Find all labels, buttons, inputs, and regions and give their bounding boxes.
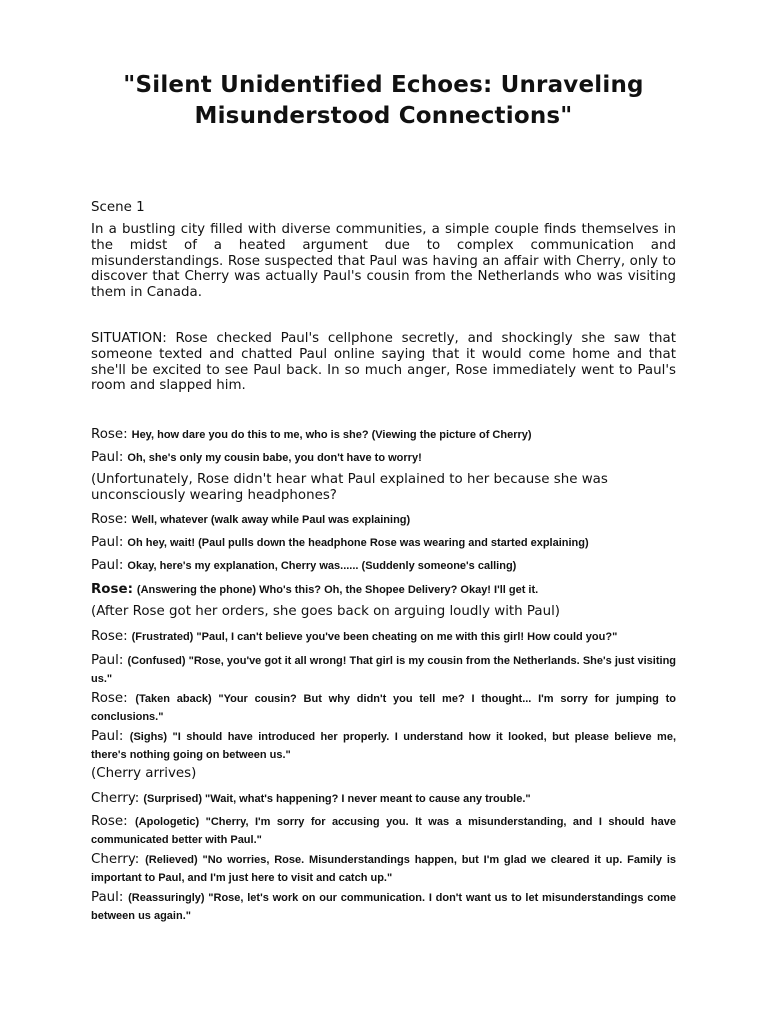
dialogue-text: (Frustrated) "Paul, I can't believe you've been cheating on me with this girl! How could you?" bbox=[131, 631, 618, 643]
dialogue-line bbox=[91, 557, 676, 575]
dialogue-text: Oh hey, wait! (Paul pulls down the headphone Rose was wearing and started explaining) bbox=[127, 537, 589, 549]
dialogue-text: (Sighs) "I should have introduced her properly. I understand how it looked, but please believe me, there's nothing going on between us." bbox=[91, 731, 676, 761]
dialogue-line bbox=[91, 511, 676, 529]
dialogue-line bbox=[91, 728, 676, 763]
speaker-label: Cherry: bbox=[91, 852, 140, 867]
dialogue-text: Okay, here's my explanation, Cherry was...... (Suddenly someone's calling) bbox=[127, 560, 517, 572]
dialogue-text: (Surprised) "Wait, what's happening? I never meant to cause any trouble." bbox=[143, 793, 531, 805]
speaker-label: Rose: bbox=[91, 629, 128, 644]
dialogue-line bbox=[91, 652, 676, 687]
intro-paragraph: In a bustling city filled with diverse communities, a simple couple finds themselves in the midst of a heated argument due to complex communication and misunderstandings. Rose suspected that Paul was having an affair with Cherry, only to discover that Cherry was actually Paul's cousin from the Netherlands who was visiting them in Canada. bbox=[91, 222, 676, 301]
situation-paragraph: SITUATION: Rose checked Paul's cellphone secretly, and shockingly she saw that someone texted and chatted Paul online saying that it would come home and that she'll be excited to see Paul back. In so much anger, Rose immediately went to Paul's room and slapped him. bbox=[91, 331, 676, 394]
speaker-label: Paul: bbox=[91, 535, 124, 550]
dialogue-line bbox=[91, 534, 676, 552]
speaker-label: Rose: bbox=[91, 427, 128, 442]
speaker-label: Rose: bbox=[91, 582, 133, 597]
dialogue-line bbox=[91, 628, 676, 646]
dialogue-text: (Reassuringly) "Rose, let's work on our communication. I don't want us to let misunderstandings come between us again." bbox=[91, 892, 676, 922]
dialogue-text: (Answering the phone) Who's this? Oh, the Shopee Delivery? Okay! I'll get it. bbox=[136, 584, 539, 596]
dialogue-line bbox=[91, 790, 676, 808]
dialogue-text: (Relieved) "No worries, Rose. Misunderstandings happen, but I'm glad we cleared it up. Family is important to Paul, and I'm just here to visit and catch up." bbox=[91, 854, 676, 884]
speaker-label: Rose: bbox=[91, 691, 128, 706]
dialogue-line bbox=[91, 813, 676, 848]
dialogue-text: Well, whatever (walk away while Paul was explaining) bbox=[131, 514, 411, 526]
dialogue-text: Oh, she's only my cousin babe, you don't have to worry! bbox=[127, 452, 422, 464]
dialogue-line bbox=[91, 581, 676, 599]
stage-direction: (After Rose got her orders, she goes back on arguing loudly with Paul) bbox=[91, 604, 561, 619]
dialogue-line bbox=[91, 426, 676, 444]
dialogue-text: (Taken aback) "Your cousin? But why didn't you tell me? I thought... I'm sorry for jumping to conclusions." bbox=[91, 693, 676, 723]
stage-direction: (Cherry arrives) bbox=[91, 766, 197, 781]
scene-heading: Scene 1 bbox=[91, 200, 145, 215]
speaker-label: Paul: bbox=[91, 653, 124, 668]
speaker-label: Paul: bbox=[91, 729, 124, 744]
speaker-label: Cherry: bbox=[91, 791, 140, 806]
speaker-label: Paul: bbox=[91, 450, 124, 465]
stage-direction: (Unfortunately, Rose didn't hear what Paul explained to her because she was unconsciously wearing headphones? bbox=[91, 472, 608, 503]
dialogue-text: (Apologetic) "Cherry, I'm sorry for accusing you. It was a misunderstanding, and I should have communicated better with Paul." bbox=[91, 816, 676, 846]
dialogue-line bbox=[91, 449, 676, 467]
speaker-label: Rose: bbox=[91, 814, 128, 829]
dialogue-text: Hey, how dare you do this to me, who is she? (Viewing the picture of Cherry) bbox=[131, 429, 532, 441]
document-title: "Silent Unidentified Echoes: Unraveling Misunderstood Connections" bbox=[123, 72, 644, 129]
speaker-label: Rose: bbox=[91, 512, 128, 527]
dialogue-line bbox=[91, 851, 676, 886]
dialogue-line bbox=[91, 690, 676, 725]
speaker-label: Paul: bbox=[91, 558, 124, 573]
dialogue-text: (Confused) "Rose, you've got it all wrong! That girl is my cousin from the Netherlands. She's just visiting us." bbox=[91, 655, 677, 685]
speaker-label: Paul: bbox=[91, 890, 124, 905]
dialogue-line bbox=[91, 889, 676, 924]
